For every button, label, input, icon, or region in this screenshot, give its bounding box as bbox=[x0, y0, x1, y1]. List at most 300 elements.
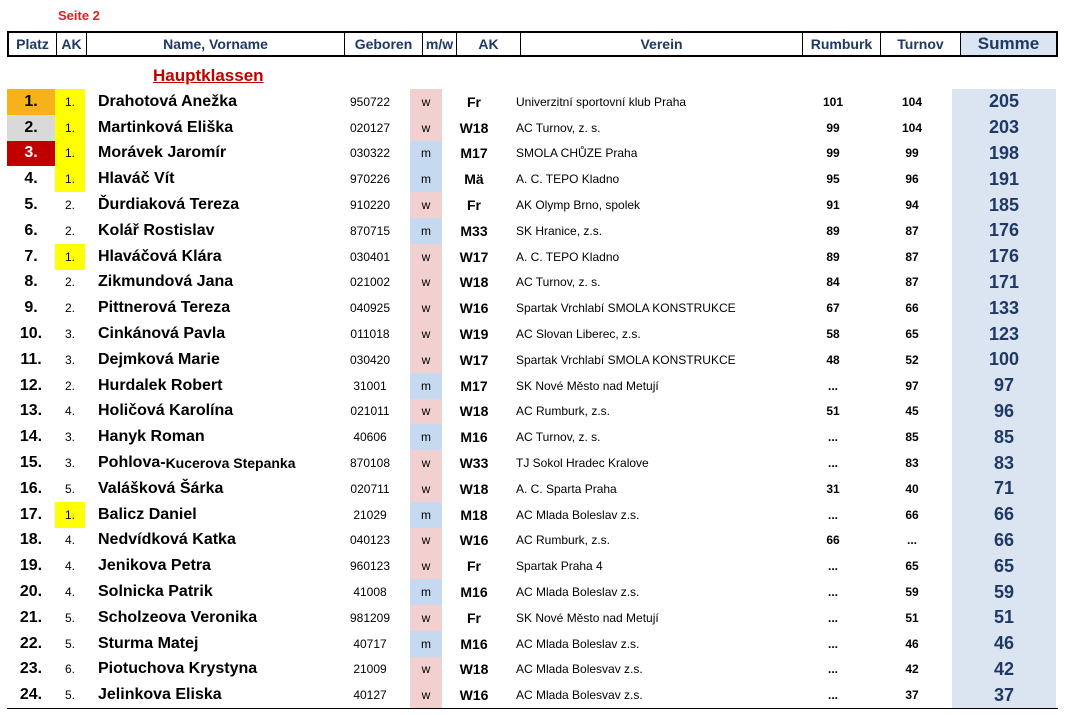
table-row bbox=[7, 657, 1058, 683]
cell-rumburk: 89 bbox=[826, 223, 840, 238]
cell-summe: 85 bbox=[952, 424, 1056, 450]
cell-geboren: 870715 bbox=[349, 223, 391, 238]
cell-gender: m bbox=[410, 502, 442, 528]
cell-turnov: 83 bbox=[905, 456, 919, 471]
cell-name bbox=[85, 476, 330, 502]
cell-rumburk: 48 bbox=[826, 352, 840, 367]
table-row bbox=[7, 373, 1058, 399]
cell-age-class: M16 bbox=[460, 635, 488, 652]
cell-ak: 2. bbox=[64, 301, 75, 316]
cell-ak: 3. bbox=[64, 430, 75, 445]
cell-geboren: 910220 bbox=[349, 198, 391, 213]
cell-platz: 21. bbox=[19, 608, 43, 626]
athlete-name: Solnicka Patrik bbox=[98, 583, 213, 601]
cell-age-class: Fr bbox=[467, 558, 481, 575]
cell-summe: 37 bbox=[952, 682, 1056, 708]
cell-verein: AC Mlada Boleslav z.s. bbox=[516, 507, 640, 522]
cell-ak: 3. bbox=[64, 456, 75, 471]
cell-ak: 3. bbox=[64, 327, 75, 342]
cell-gender: w bbox=[410, 553, 442, 579]
cell-platz: 5. bbox=[24, 196, 38, 214]
athlete-name: Hlaváč Vít bbox=[98, 170, 175, 188]
cell-age-class: W18 bbox=[459, 274, 489, 291]
cell-age-class: W18 bbox=[459, 119, 489, 136]
athlete-name: Hurdalek Robert bbox=[98, 376, 223, 394]
cell-rumburk: ... bbox=[827, 610, 838, 625]
cell-name bbox=[85, 399, 330, 425]
cell-turnov: 99 bbox=[905, 146, 919, 161]
athlete-name: Pohlova- bbox=[98, 454, 166, 472]
cell-ak: 5. bbox=[64, 636, 75, 651]
table-row bbox=[7, 244, 1058, 270]
cell-summe: 66 bbox=[952, 528, 1056, 554]
cell-gender: m bbox=[410, 218, 442, 244]
cell-name bbox=[85, 605, 330, 631]
cell-name bbox=[85, 553, 330, 579]
cell-gender: w bbox=[410, 450, 442, 476]
cell-geboren: 40127 bbox=[353, 688, 387, 703]
cell-verein: TJ Sokol Hradec Kralove bbox=[516, 456, 649, 471]
table-row bbox=[7, 424, 1058, 450]
cell-summe: 191 bbox=[952, 166, 1056, 192]
table-row bbox=[7, 141, 1058, 167]
cell-verein: SK Nové Město nad Metují bbox=[516, 378, 659, 393]
table-row bbox=[7, 399, 1058, 425]
cell-platz: 20. bbox=[19, 583, 43, 601]
table-row bbox=[7, 192, 1058, 218]
cell-ak: 4. bbox=[64, 559, 75, 574]
athlete-name: Drahotová Anežka bbox=[98, 92, 237, 110]
header-name: Name, Vorname bbox=[87, 33, 345, 55]
cell-summe: 205 bbox=[952, 89, 1056, 115]
cell-platz: 18. bbox=[19, 531, 43, 549]
cell-geboren: 030322 bbox=[349, 146, 391, 161]
cell-rumburk: 89 bbox=[826, 249, 840, 264]
cell-age-class: W18 bbox=[459, 403, 489, 420]
cell-rumburk: 31 bbox=[826, 481, 840, 496]
cell-turnov: 59 bbox=[905, 585, 919, 600]
cell-verein: AC Rumburk, z.s. bbox=[516, 404, 611, 419]
table-row bbox=[7, 528, 1058, 554]
cell-name bbox=[85, 657, 330, 683]
cell-rumburk: ... bbox=[827, 688, 838, 703]
header-verein: Verein bbox=[521, 33, 803, 55]
cell-gender: w bbox=[410, 321, 442, 347]
cell-turnov: ... bbox=[906, 533, 917, 548]
cell-ak: 1. bbox=[55, 141, 85, 167]
cell-rumburk: 58 bbox=[826, 327, 840, 342]
cell-summe: 66 bbox=[952, 502, 1056, 528]
cell-ak: 1. bbox=[55, 115, 85, 141]
cell-verein: Spartak Vrchlabí SMOLA KONSTRUKCE bbox=[516, 301, 736, 316]
cell-platz: 8. bbox=[24, 273, 38, 291]
cell-platz: 17. bbox=[19, 505, 43, 523]
cell-summe: 97 bbox=[952, 373, 1056, 399]
cell-platz: 9. bbox=[24, 299, 38, 317]
cell-summe: 71 bbox=[952, 476, 1056, 502]
cell-geboren: 970226 bbox=[349, 172, 391, 187]
cell-summe: 123 bbox=[952, 321, 1056, 347]
athlete-name: Ďurdiaková Tereza bbox=[98, 196, 240, 214]
table-row bbox=[7, 476, 1058, 502]
cell-ak: 4. bbox=[64, 404, 75, 419]
cell-rumburk: 91 bbox=[826, 198, 840, 213]
athlete-name: Zikmundová Jana bbox=[98, 273, 234, 291]
cell-platz: 10. bbox=[19, 325, 43, 343]
cell-verein: AC Turnov, z. s. bbox=[516, 275, 601, 290]
cell-gender: w bbox=[410, 476, 442, 502]
table-row bbox=[7, 115, 1058, 141]
cell-summe: 198 bbox=[952, 141, 1056, 167]
cell-turnov: 104 bbox=[901, 94, 923, 109]
cell-name bbox=[85, 192, 330, 218]
cell-gender: w bbox=[410, 399, 442, 425]
page-label: Seite 2 bbox=[58, 8, 100, 23]
cell-verein: SK Nové Město nad Metují bbox=[516, 610, 659, 625]
table-row bbox=[7, 450, 1058, 476]
cell-geboren: 40606 bbox=[353, 430, 387, 445]
cell-geboren: 31001 bbox=[353, 378, 387, 393]
cell-name bbox=[85, 166, 330, 192]
cell-rumburk: ... bbox=[827, 456, 838, 471]
cell-rumburk: 84 bbox=[826, 275, 840, 290]
cell-geboren: 870108 bbox=[349, 456, 391, 471]
athlete-name: Hlaváčová Klára bbox=[98, 247, 222, 265]
cell-platz: 23. bbox=[19, 660, 43, 678]
table-row bbox=[7, 270, 1058, 296]
cell-ak: 2. bbox=[64, 275, 75, 290]
cell-geboren: 981209 bbox=[349, 610, 391, 625]
cell-verein: SMOLA CHŮZE Praha bbox=[516, 146, 638, 161]
cell-summe: 42 bbox=[952, 657, 1056, 683]
athlete-name: Cinkánová Pavla bbox=[98, 325, 226, 343]
cell-geboren: 40717 bbox=[353, 636, 387, 651]
cell-turnov: 104 bbox=[901, 120, 923, 135]
cell-age-class: Fr bbox=[467, 197, 481, 214]
cell-platz: 2. bbox=[7, 115, 55, 141]
athlete-name: Pittnerová Tereza bbox=[98, 299, 231, 317]
cell-turnov: 97 bbox=[905, 378, 919, 393]
cell-ak: 5. bbox=[64, 688, 75, 703]
cell-age-class: M16 bbox=[460, 429, 488, 446]
cell-turnov: 87 bbox=[905, 249, 919, 264]
cell-gender: w bbox=[410, 295, 442, 321]
cell-gender: w bbox=[410, 528, 442, 554]
athlete-name: Jelinkova Eliska bbox=[98, 686, 222, 704]
cell-rumburk: ... bbox=[827, 636, 838, 651]
cell-gender: w bbox=[410, 115, 442, 141]
cell-gender: w bbox=[410, 347, 442, 373]
cell-verein: AC Turnov, z. s. bbox=[516, 430, 601, 445]
cell-geboren: 21029 bbox=[353, 507, 387, 522]
cell-platz: 6. bbox=[24, 221, 38, 239]
cell-ak: 2. bbox=[64, 198, 75, 213]
athlete-name: Scholzeova Veronika bbox=[98, 608, 258, 626]
cell-gender: m bbox=[410, 424, 442, 450]
cell-gender: w bbox=[410, 657, 442, 683]
header-geboren: Geboren bbox=[345, 33, 423, 55]
cell-summe: 100 bbox=[952, 347, 1056, 373]
cell-gender: w bbox=[410, 192, 442, 218]
cell-age-class: M17 bbox=[460, 377, 488, 394]
section-title: Hauptklassen bbox=[153, 66, 264, 85]
header-ak: AK bbox=[57, 33, 87, 55]
cell-turnov: 40 bbox=[905, 481, 919, 496]
cell-age-class: W16 bbox=[459, 532, 489, 549]
table-row bbox=[7, 89, 1058, 115]
cell-platz: 19. bbox=[19, 557, 43, 575]
cell-gender: w bbox=[410, 244, 442, 270]
cell-verein: AC Rumburk, z.s. bbox=[516, 533, 611, 548]
header-platz: Platz bbox=[9, 33, 57, 55]
cell-age-class: Mä bbox=[464, 171, 484, 188]
cell-age-class: W17 bbox=[459, 248, 489, 265]
athlete-name: Valášková Šárka bbox=[98, 479, 224, 497]
cell-geboren: 040123 bbox=[349, 533, 391, 548]
header-turnov: Turnov bbox=[881, 33, 961, 55]
cell-ak: 6. bbox=[64, 662, 75, 677]
cell-age-class: Fr bbox=[467, 609, 481, 626]
cell-summe: 176 bbox=[952, 244, 1056, 270]
cell-geboren: 040925 bbox=[349, 301, 391, 316]
cell-platz: 3. bbox=[7, 141, 55, 167]
cell-gender: m bbox=[410, 166, 442, 192]
header-ak-class: AK bbox=[457, 33, 521, 55]
table-row bbox=[7, 166, 1058, 192]
cell-geboren: 030420 bbox=[349, 352, 391, 367]
cell-turnov: 52 bbox=[905, 352, 919, 367]
cell-ak: 2. bbox=[64, 223, 75, 238]
cell-geboren: 020711 bbox=[350, 481, 390, 496]
cell-geboren: 030401 bbox=[349, 249, 391, 264]
athlete-name: Kolář Rostislav bbox=[98, 221, 215, 239]
cell-summe: 185 bbox=[952, 192, 1056, 218]
cell-summe: 171 bbox=[952, 270, 1056, 296]
cell-platz: 1. bbox=[7, 89, 55, 115]
cell-name bbox=[85, 450, 330, 476]
cell-verein: A. C. TEPO Kladno bbox=[516, 172, 620, 187]
cell-verein: Univerzitní sportovní klub Praha bbox=[516, 94, 687, 109]
cell-gender: m bbox=[410, 141, 442, 167]
header-mw: m/w bbox=[423, 33, 457, 55]
cell-name bbox=[85, 218, 330, 244]
cell-age-class: W16 bbox=[459, 300, 489, 317]
cell-verein: Spartak Praha 4 bbox=[516, 559, 603, 574]
cell-platz: 4. bbox=[24, 170, 38, 188]
table-row bbox=[7, 218, 1058, 244]
cell-name bbox=[85, 321, 330, 347]
cell-platz: 22. bbox=[19, 634, 43, 652]
cell-summe: 96 bbox=[952, 399, 1056, 425]
cell-rumburk: 67 bbox=[826, 301, 840, 316]
athlete-name: Dejmková Marie bbox=[98, 350, 220, 368]
cell-geboren: 021002 bbox=[349, 275, 391, 290]
cell-geboren: 020127 bbox=[349, 120, 391, 135]
cell-platz: 13. bbox=[19, 402, 43, 420]
cell-rumburk: ... bbox=[827, 378, 838, 393]
athlete-name: Holičová Karolína bbox=[98, 402, 234, 420]
cell-age-class: W19 bbox=[459, 326, 489, 343]
cell-name bbox=[85, 115, 330, 141]
cell-turnov: 85 bbox=[905, 430, 919, 445]
athlete-name: Piotuchova Krystyna bbox=[98, 660, 258, 678]
athlete-name: Morávek Jaromír bbox=[98, 144, 227, 162]
cell-name bbox=[85, 528, 330, 554]
table-row bbox=[7, 579, 1058, 605]
cell-verein: Spartak Vrchlabí SMOLA KONSTRUKCE bbox=[516, 352, 736, 367]
cell-turnov: 51 bbox=[905, 610, 919, 625]
cell-geboren: 41008 bbox=[353, 585, 387, 600]
cell-age-class: W18 bbox=[459, 661, 489, 678]
cell-name bbox=[85, 141, 330, 167]
table-row bbox=[7, 347, 1058, 373]
cell-verein: AC Slovan Liberec, z.s. bbox=[516, 327, 641, 342]
cell-name bbox=[85, 682, 330, 708]
cell-age-class: W17 bbox=[459, 351, 489, 368]
athlete-name: Jenikova Petra bbox=[98, 557, 211, 575]
cell-verein: A. C. Sparta Praha bbox=[516, 481, 617, 496]
cell-ak: 2. bbox=[64, 378, 75, 393]
cell-age-class: W18 bbox=[459, 480, 489, 497]
cell-name bbox=[85, 270, 330, 296]
cell-summe: 65 bbox=[952, 553, 1056, 579]
table-row bbox=[7, 631, 1058, 657]
table-header bbox=[7, 31, 1058, 57]
cell-rumburk: 99 bbox=[826, 146, 840, 161]
cell-age-class: W33 bbox=[459, 455, 489, 472]
athlete-name: Balicz Daniel bbox=[98, 505, 197, 523]
cell-verein: AC Mlada Bolesvav z.s. bbox=[516, 688, 643, 703]
cell-summe: 51 bbox=[952, 605, 1056, 631]
cell-rumburk: 95 bbox=[826, 172, 840, 187]
cell-geboren: 21009 bbox=[353, 662, 387, 677]
cell-turnov: 66 bbox=[905, 507, 919, 522]
cell-summe: 83 bbox=[952, 450, 1056, 476]
header-summe: Summe bbox=[961, 33, 1056, 55]
cell-name bbox=[85, 631, 330, 657]
cell-summe: 46 bbox=[952, 631, 1056, 657]
athlete-name: Hanyk Roman bbox=[98, 428, 205, 446]
cell-rumburk: ... bbox=[827, 662, 838, 677]
table-row bbox=[7, 502, 1058, 528]
cell-ak: 5. bbox=[64, 610, 75, 625]
cell-geboren: 021011 bbox=[350, 404, 390, 419]
cell-age-class: M16 bbox=[460, 584, 488, 601]
cell-platz: 24. bbox=[19, 686, 43, 704]
cell-platz: 7. bbox=[24, 247, 38, 265]
cell-gender: w bbox=[410, 89, 442, 115]
cell-age-class: Fr bbox=[467, 93, 481, 110]
cell-verein: AC Turnov, z. s. bbox=[516, 120, 601, 135]
cell-name bbox=[85, 347, 330, 373]
cell-age-class: M18 bbox=[460, 506, 488, 523]
cell-rumburk: 99 bbox=[826, 120, 840, 135]
cell-turnov: 96 bbox=[905, 172, 919, 187]
cell-ak: 1. bbox=[55, 166, 85, 192]
cell-turnov: 42 bbox=[905, 662, 919, 677]
cell-ak: 3. bbox=[64, 352, 75, 367]
cell-ak: 4. bbox=[64, 533, 75, 548]
cell-name bbox=[85, 373, 330, 399]
cell-age-class: M33 bbox=[460, 222, 488, 239]
cell-platz: 16. bbox=[19, 479, 43, 497]
cell-gender: w bbox=[410, 270, 442, 296]
cell-verein: AK Olymp Brno, spolek bbox=[516, 198, 641, 213]
cell-rumburk: 101 bbox=[822, 94, 844, 109]
cell-verein: SK Hranice, z.s. bbox=[516, 223, 603, 238]
cell-turnov: 46 bbox=[905, 636, 919, 651]
cell-turnov: 94 bbox=[905, 198, 919, 213]
cell-gender: m bbox=[410, 631, 442, 657]
cell-summe: 203 bbox=[952, 115, 1056, 141]
cell-turnov: 87 bbox=[905, 275, 919, 290]
cell-rumburk: 66 bbox=[826, 533, 840, 548]
cell-rumburk: ... bbox=[827, 430, 838, 445]
cell-ak: 5. bbox=[64, 481, 75, 496]
cell-rumburk: ... bbox=[827, 585, 838, 600]
cell-rumburk: ... bbox=[827, 559, 838, 574]
cell-platz: 11. bbox=[20, 350, 42, 368]
cell-geboren: 950722 bbox=[349, 94, 391, 109]
cell-geboren: 011018 bbox=[350, 327, 390, 342]
cell-turnov: 45 bbox=[905, 404, 919, 419]
cell-ak: 1. bbox=[55, 89, 85, 115]
cell-turnov: 65 bbox=[905, 327, 919, 342]
cell-gender: m bbox=[410, 373, 442, 399]
cell-verein: AC Mlada Bolesvav z.s. bbox=[516, 662, 643, 677]
cell-platz: 15. bbox=[19, 454, 43, 472]
table-row bbox=[7, 321, 1058, 347]
header-rumburk: Rumburk bbox=[803, 33, 881, 55]
results-table bbox=[7, 89, 1058, 709]
cell-turnov: 65 bbox=[905, 559, 919, 574]
athlete-name: Martinková Eliška bbox=[98, 118, 234, 136]
table-row bbox=[7, 295, 1058, 321]
cell-turnov: 66 bbox=[905, 301, 919, 316]
table-row bbox=[7, 553, 1058, 579]
cell-summe: 133 bbox=[952, 295, 1056, 321]
cell-turnov: 37 bbox=[905, 688, 919, 703]
cell-name bbox=[85, 424, 330, 450]
athlete-name: Nedvídková Katka bbox=[98, 531, 236, 549]
cell-verein: A. C. TEPO Kladno bbox=[516, 249, 620, 264]
cell-turnov: 87 bbox=[905, 223, 919, 238]
cell-rumburk: 51 bbox=[826, 404, 840, 419]
cell-age-class: W16 bbox=[459, 687, 489, 704]
cell-verein: AC Mlada Boleslav z.s. bbox=[516, 636, 640, 651]
table-row bbox=[7, 682, 1058, 708]
cell-verein: AC Mlada Boleslav z.s. bbox=[516, 585, 640, 600]
cell-gender: w bbox=[410, 682, 442, 708]
cell-platz: 14. bbox=[19, 428, 43, 446]
athlete-name: Sturma Matej bbox=[98, 634, 199, 652]
cell-platz: 12. bbox=[19, 376, 43, 394]
cell-name bbox=[85, 579, 330, 605]
cell-rumburk: ... bbox=[827, 507, 838, 522]
athlete-name-rest: Kucerova Stepanka bbox=[165, 455, 296, 472]
cell-ak: 1. bbox=[55, 502, 85, 528]
cell-ak: 4. bbox=[64, 585, 75, 600]
cell-ak: 1. bbox=[55, 244, 85, 270]
cell-gender: w bbox=[410, 605, 442, 631]
cell-summe: 59 bbox=[952, 579, 1056, 605]
cell-name bbox=[85, 244, 330, 270]
cell-name bbox=[85, 89, 330, 115]
cell-name bbox=[85, 295, 330, 321]
cell-age-class: M17 bbox=[460, 145, 488, 162]
cell-geboren: 960123 bbox=[349, 559, 391, 574]
cell-summe: 176 bbox=[952, 218, 1056, 244]
